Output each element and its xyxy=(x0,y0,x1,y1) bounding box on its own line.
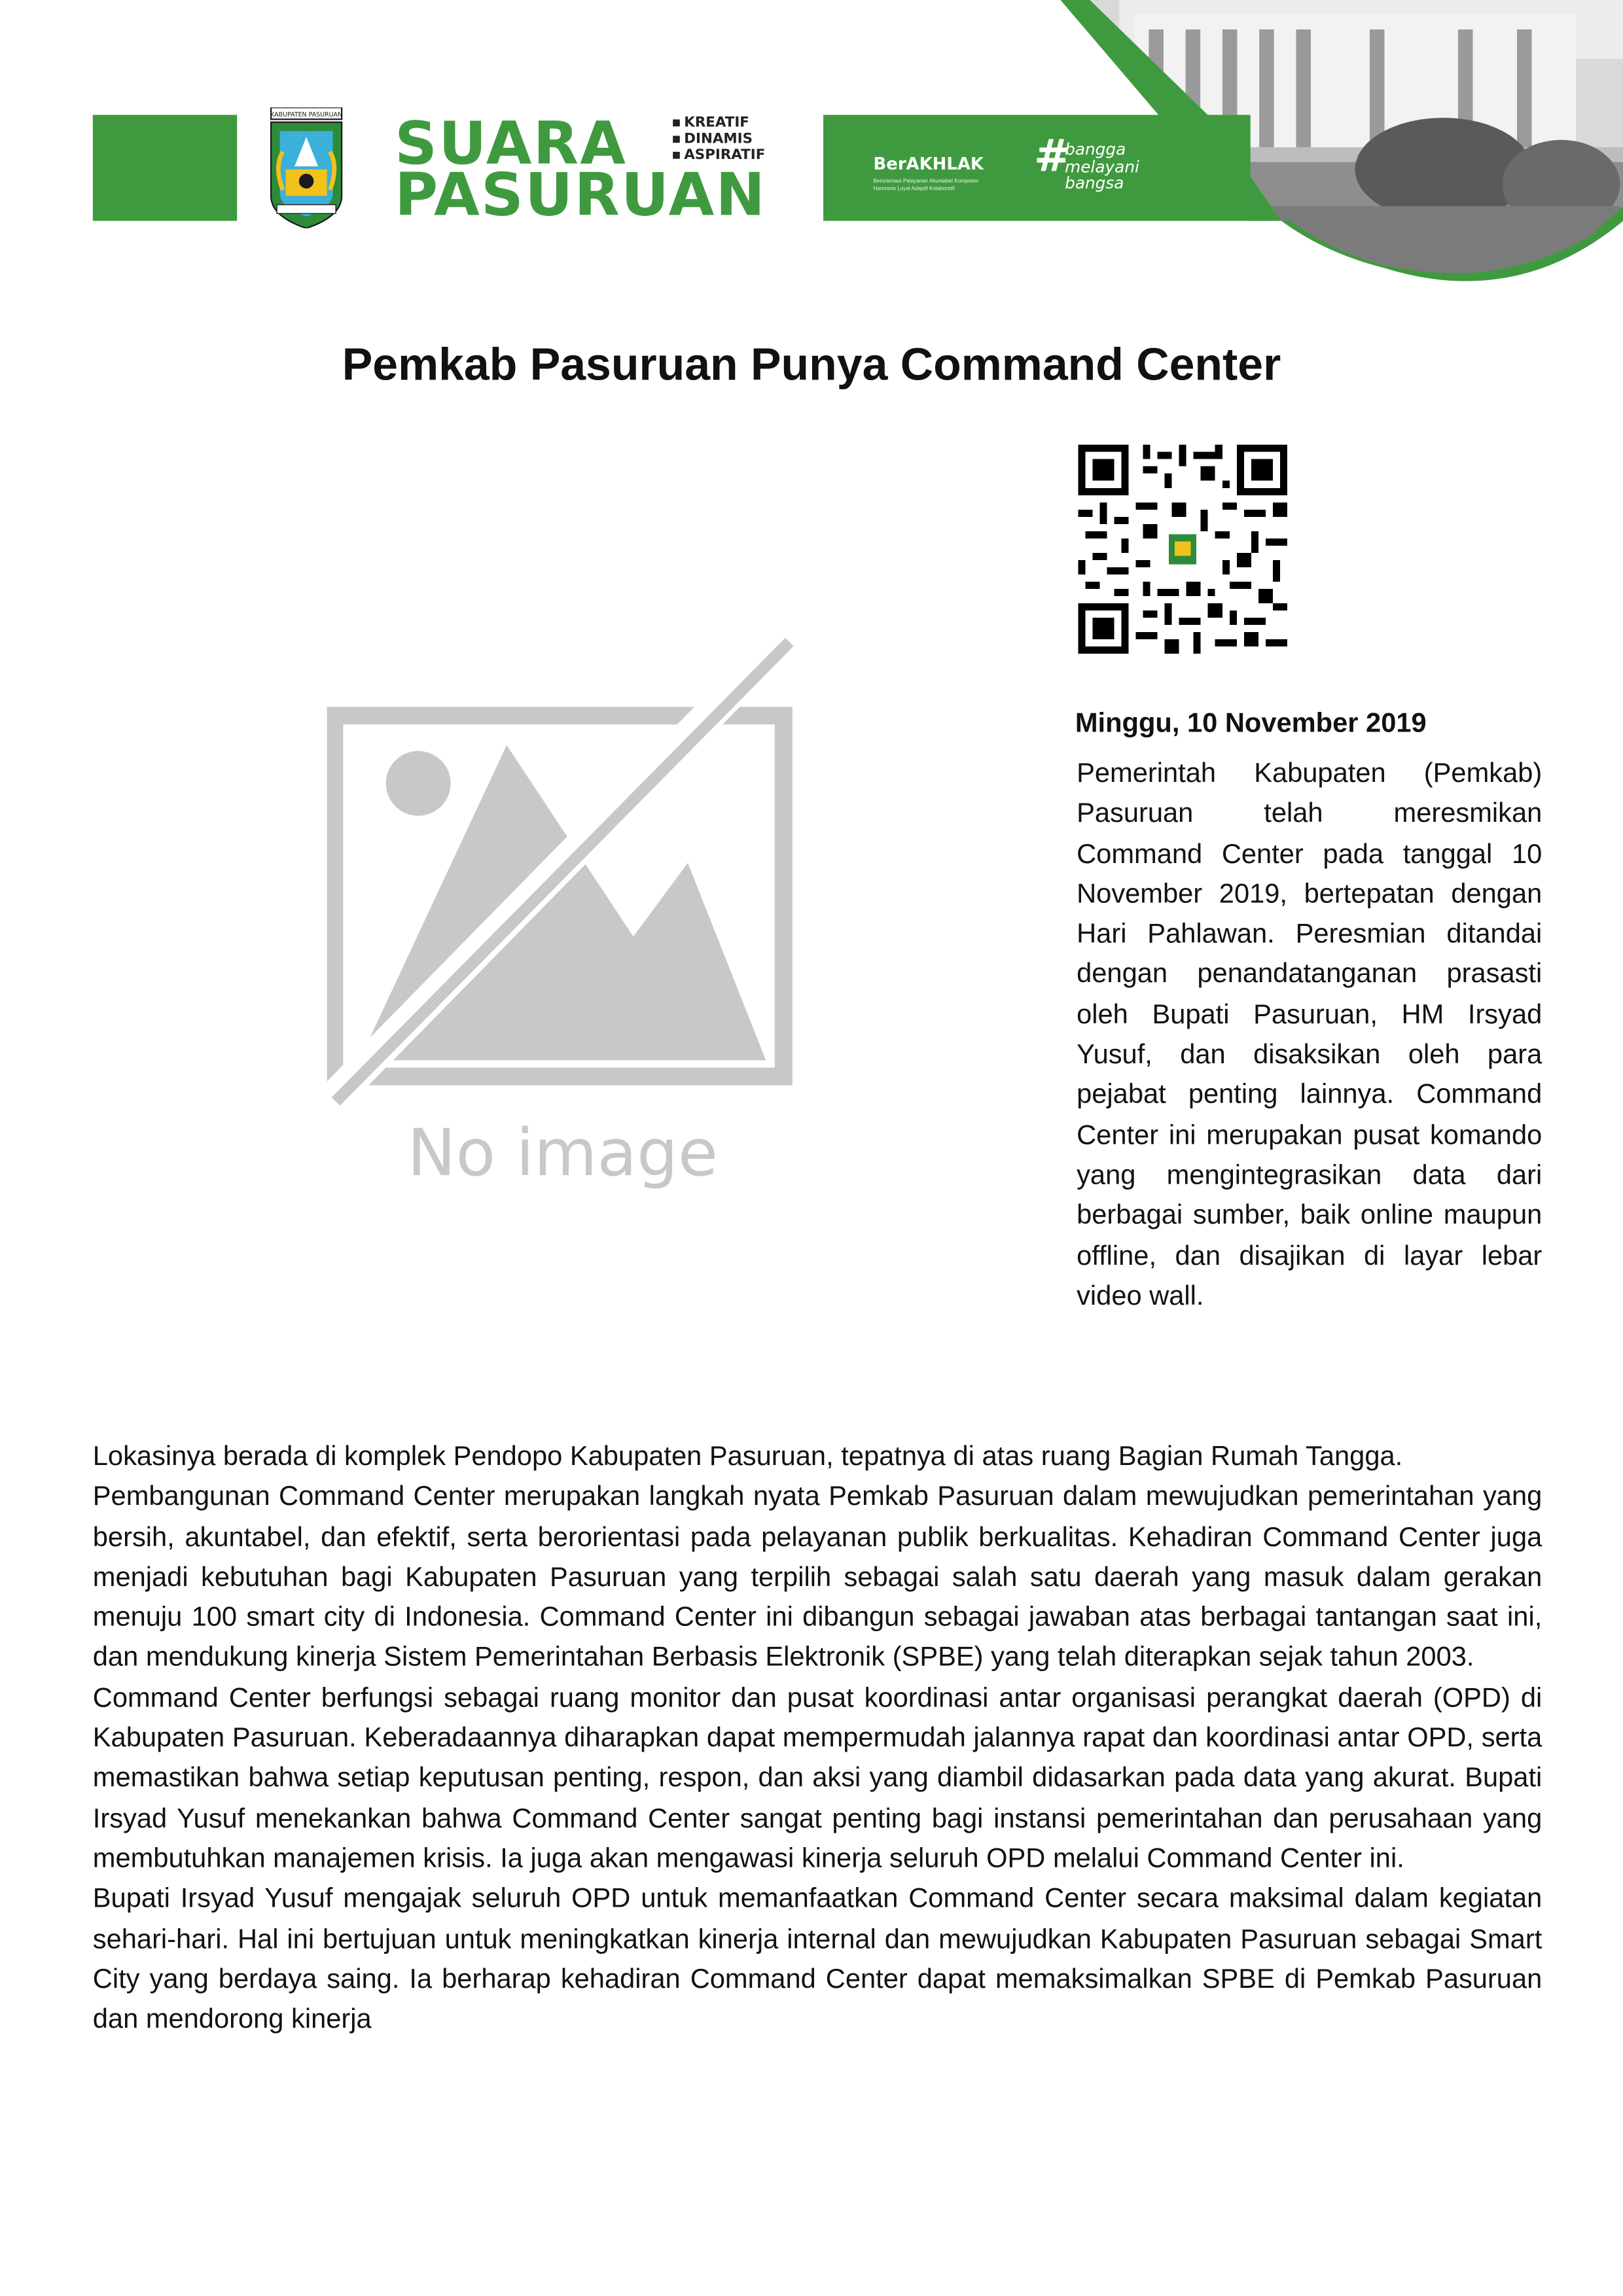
no-image-text: No image xyxy=(407,1115,718,1191)
kabupaten-pasuruan-crest-icon xyxy=(265,107,348,228)
berakhlak-logo: BerAKHLAK xyxy=(873,153,984,174)
article-paragraph: Command Center berfungsi sebagai ruang monitor dan pusat koordinasi antar organisasi perangkat daerah (OPD) di Kabupaten Pasuruan. Keberadaannya diharapkan dapat mempermudah jalannya rapat dan koordinasi antar OPD, serta memastikan bahwa setiap keputusan penting, respon, dan aksi yang diambil didasarkan pada data yang akurat. Bupati Irsyad Yusuf menekankan bahwa Command Center sangat penting bagi instansi pemerintahan dan perusahaan yang membutuhkan manajemen krisis. Ia juga akan mengawasi kinerja seluruh OPD melalui Command Center ini. xyxy=(92,1681,1543,1873)
article-body xyxy=(93,1436,1542,2038)
crest-caption-text: KABUPATEN PASURUAN xyxy=(270,111,343,119)
no-image-placeholder xyxy=(327,630,813,1205)
tagline-item: ▪ ASPIRATIF xyxy=(671,147,765,164)
article-paragraph: Bupati Irsyad Yusuf mengajak seluruh OPD untuk memanfaatkan Command Center secara maksimal dalam kegiatan sehari-hari. Hal ini bertujuan untuk meningkatkan kinerja internal dan mewujudkan Kabupaten Pasuruan sebagai Smart City yang berdaya saing. Ia berharap kehadiran Command Center dapat memaksimalkan SPBE di Pemkab Pasuruan dan mendorong kinerja xyxy=(92,1882,1543,2034)
article-title: Pemkab Pasuruan Punya Command Center xyxy=(342,338,1281,391)
tagline-item: ▪ DINAMIS xyxy=(671,131,765,147)
article-intro: Pemerintah Kabupaten (Pemkab) Pasuruan telah meresmikan Command Center pada tanggal 10 November 2019, bertepatan dengan Hari Pahlawan. Peresmian ditandai dengan penandatanganan prasasti oleh Bupati Pasuruan, HM Irsyad Yusuf, dan disaksikan oleh para pejabat penting lainnya. Command Center ini merupakan pusat komando yang mengintegrasikan data dari berbagai sumber, baik online maupun offline, dan disajikan di layar lebar video wall. xyxy=(1077,756,1543,1311)
bangga-line: bangga xyxy=(1065,139,1126,160)
brand-pasuruan: PASURUAN xyxy=(395,162,767,230)
bangga-line: melayani xyxy=(1065,156,1139,176)
tagline-item: ▪ KREATIF xyxy=(671,115,765,132)
hashtag-icon: # xyxy=(1033,131,1071,183)
article-paragraph: Lokasinya berada di komplek Pendopo Kabupaten Pasuruan, tepatnya di atas ruang Bagian Rumah Tangga. xyxy=(92,1439,1403,1472)
bangga-melayani-bangsa-logo xyxy=(1065,141,1139,192)
berakhlak-subtitle: Berorientasi Pelayanan Akuntabel Kompeten Harmonis Loyal Adaptif Kolaboratif xyxy=(873,178,979,191)
brand-suara: SUARA xyxy=(395,110,628,179)
bangga-line: bangsa xyxy=(1065,173,1124,193)
article-date: Minggu, 10 November 2019 xyxy=(1075,707,1427,738)
article-paragraph: Pembangunan Command Center merupakan langkah nyata Pemkab Pasuruan dalam mewujudkan pemerintahan yang bersih, akuntabel, dan efektif, serta berorientasi pada pelayanan publik berkualitas. Kehadiran Command Center juga menjadi kebutuhan bagi Kabupaten Pasuruan yang terpilih sebagai salah satu daerah yang masuk dalam gerakan menuju 100 smart city di Indonesia. Command Center ini dibangun sebagai jawaban atas berbagai tantangan saat ini, dan mendukung kinerja Sistem Pemerintahan Berbasis Elektronik (SPBE) yang telah diterapkan sejak tahun 2003. xyxy=(92,1480,1543,1672)
qr-code-icon xyxy=(1078,445,1287,654)
brand-tagline xyxy=(671,115,765,164)
header-green-bar-left xyxy=(93,115,238,221)
